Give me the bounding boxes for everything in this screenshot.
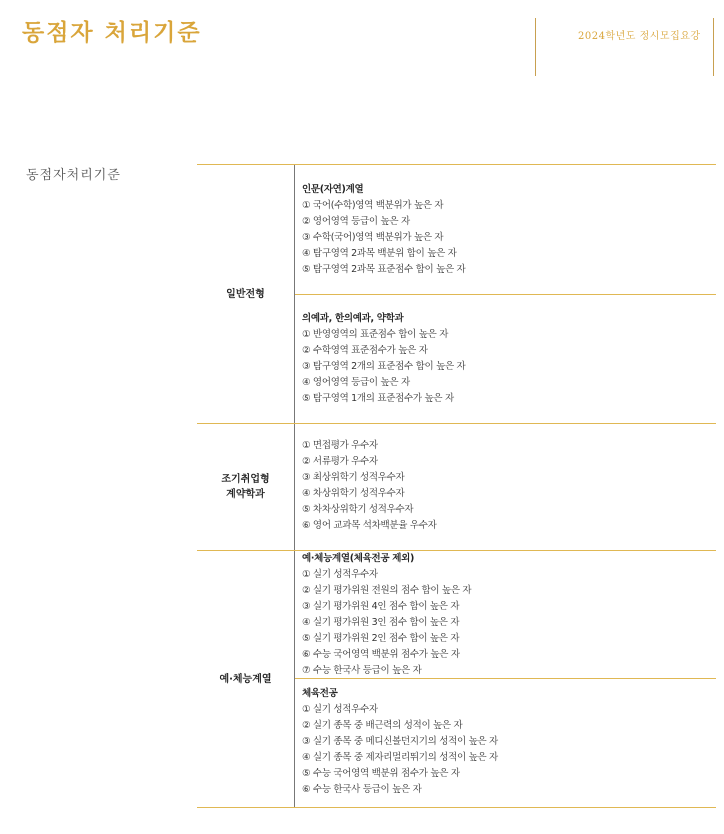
criteria-item: ④ 실기 평가위원 3인 점수 합이 높은 자 <box>302 617 460 628</box>
subsection-title: 예·체능계열(체육전공 제외) <box>302 553 415 564</box>
category-row-contract-dept <box>197 424 716 551</box>
criteria-list <box>302 567 716 679</box>
criteria-item: ④ 실기 종목 중 제자리멀리뛰기의 성적이 높은 자 <box>302 752 498 763</box>
header-divider <box>535 18 536 76</box>
criteria-item: ② 서류평가 우수자 <box>302 456 378 467</box>
criteria-item: ② 수학영역 표준점수가 높은 자 <box>302 345 428 356</box>
subsection-physical-education <box>295 679 716 807</box>
criteria-item: ③ 최상위학기 성적우수자 <box>302 472 405 483</box>
criteria-list <box>302 198 716 278</box>
subsection-contract-dept <box>295 424 716 550</box>
criteria-item: ③ 실기 평가위원 4인 점수 합이 높은 자 <box>302 601 460 612</box>
criteria-item: ⑤ 탐구영역 2과목 표준점수 합이 높은 자 <box>302 264 466 275</box>
subsection-humanities-science <box>295 165 716 295</box>
criteria-item: ⑤ 차차상위학기 성적우수자 <box>302 504 414 515</box>
criteria-item: ① 반영영역의 표준점수 합이 높은 자 <box>302 329 449 340</box>
criteria-item: ⑤ 실기 평가위원 2인 점수 합이 높은 자 <box>302 633 460 644</box>
criteria-item: ⑤ 탐구영역 1개의 표준점수가 높은 자 <box>302 393 454 404</box>
criteria-item: ⑦ 수능 한국사 등급이 높은 자 <box>302 665 422 676</box>
criteria-item: ② 실기 평가위원 전원의 점수 합이 높은 자 <box>302 585 472 596</box>
category-content <box>295 165 716 423</box>
criteria-list <box>302 438 716 534</box>
subsection-arts <box>295 551 716 679</box>
criteria-list <box>302 702 716 798</box>
header-right-rule <box>713 18 714 76</box>
criteria-item: ① 면접평가 우수자 <box>302 440 378 451</box>
section-label: 동점자처리기준 <box>26 168 121 183</box>
subsection-title: 의예과, 한의예과, 약학과 <box>302 313 404 324</box>
criteria-item: ④ 탐구영역 2과목 백분위 합이 높은 자 <box>302 248 457 259</box>
criteria-item: ⑥ 영어 교과목 석차백분율 우수자 <box>302 520 437 531</box>
criteria-item: ⑥ 수능 국어영역 백분위 점수가 높은 자 <box>302 649 460 660</box>
criteria-item: ③ 실기 종목 중 메디신볼던지기의 성적이 높은 자 <box>302 736 498 747</box>
criteria-item: ⑤ 수능 국어영역 백분위 점수가 높은 자 <box>302 768 460 779</box>
criteria-item: ⑥ 수능 한국사 등급이 높은 자 <box>302 784 422 795</box>
criteria-item: ④ 차상위학기 성적우수자 <box>302 488 405 499</box>
subsection-title: 인문(자연)계열 <box>302 184 364 195</box>
category-row-general <box>197 165 716 424</box>
criteria-list <box>302 327 716 407</box>
category-label: 조기취업형 계약학과 <box>197 424 295 550</box>
subsection-medical <box>295 295 716 423</box>
criteria-item: ② 실기 종목 중 배근력의 성적이 높은 자 <box>302 720 463 731</box>
page-title: 동점자 처리기준 <box>22 19 202 46</box>
criteria-item: ① 국어(수학)영역 백분위가 높은 자 <box>302 200 444 211</box>
criteria-item: ① 실기 성적우수자 <box>302 569 378 580</box>
category-label: 예·체능계열 <box>197 551 295 807</box>
criteria-item: ② 영어영역 등급이 높은 자 <box>302 216 410 227</box>
document-label: 2024학년도 정시모집요강 <box>578 31 701 42</box>
category-row-arts-sports <box>197 551 716 807</box>
criteria-item: ③ 탐구영역 2개의 표준점수 합이 높은 자 <box>302 361 466 372</box>
criteria-item: ③ 수학(국어)영역 백분위가 높은 자 <box>302 232 444 243</box>
criteria-item: ① 실기 성적우수자 <box>302 704 378 715</box>
subsection-title: 체육전공 <box>302 688 338 699</box>
category-content <box>295 424 716 550</box>
criteria-item: ④ 영어영역 등급이 높은 자 <box>302 377 410 388</box>
tie-break-criteria-table <box>197 164 716 808</box>
category-content <box>295 551 716 807</box>
category-label: 일반전형 <box>197 165 295 423</box>
